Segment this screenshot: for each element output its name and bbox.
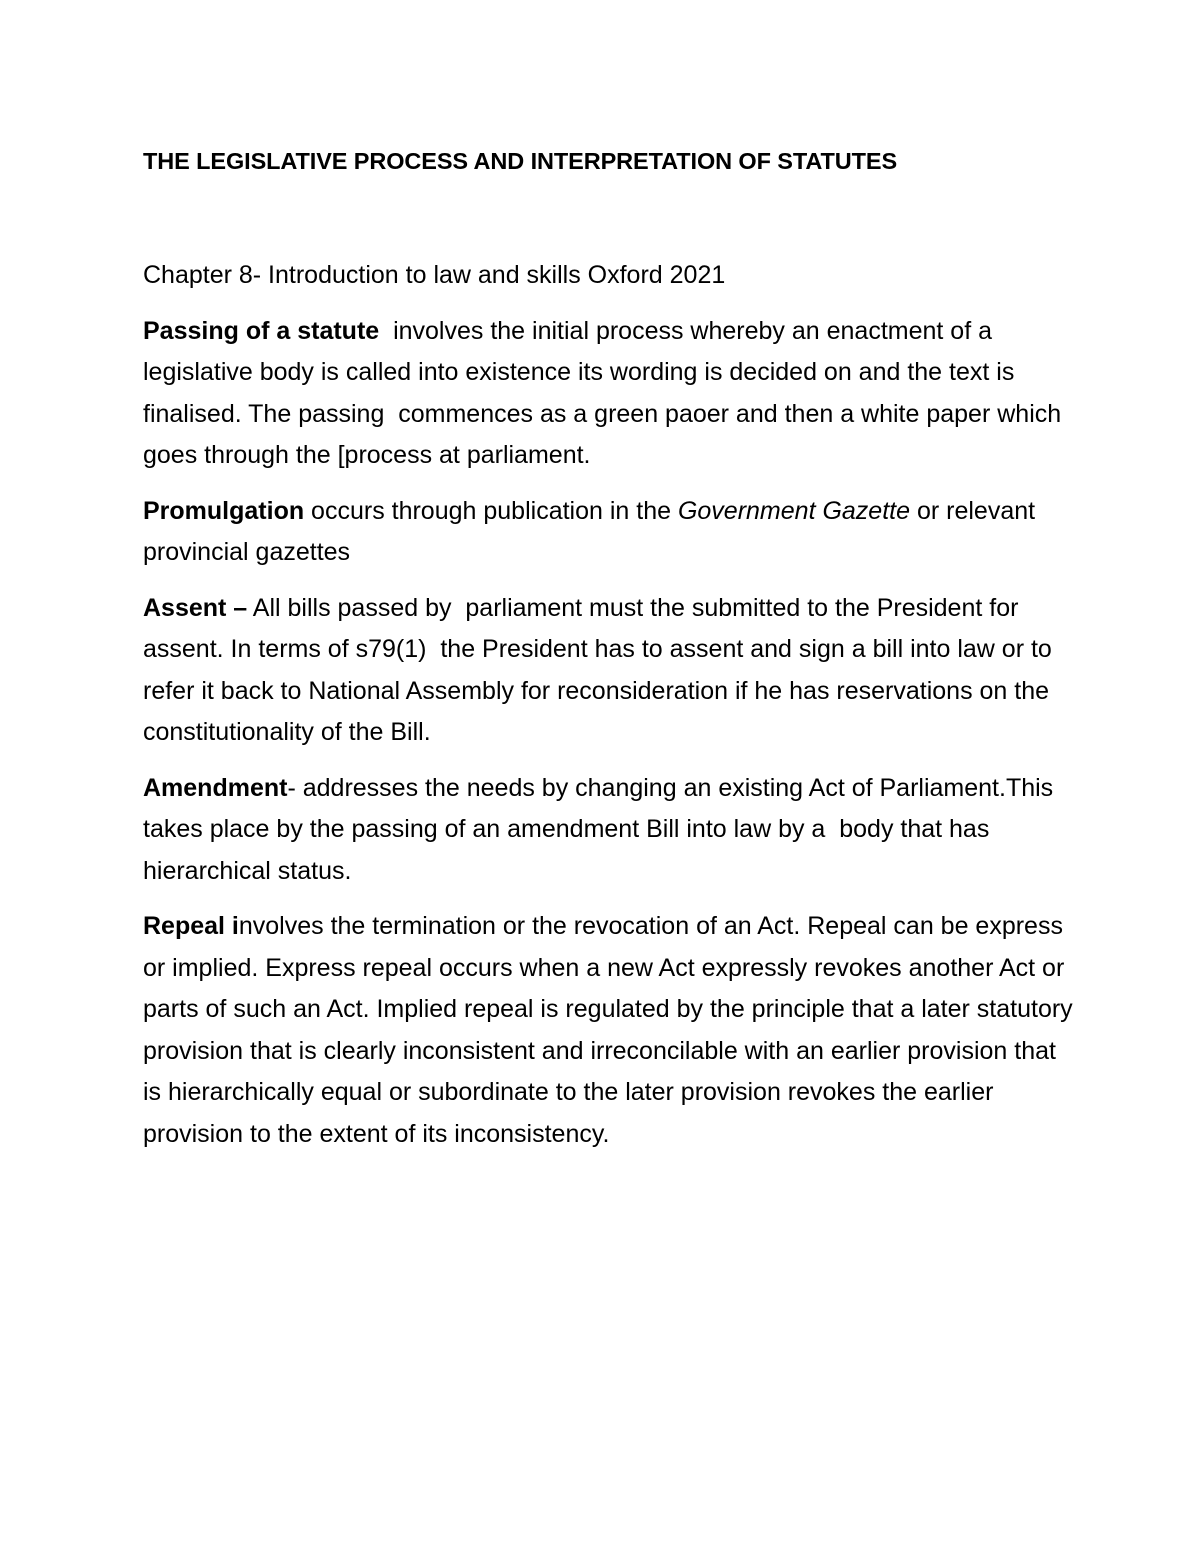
passing-term: Passing of a statute xyxy=(143,316,380,345)
assent-text: All bills passed by parliament must the submitted to the President for assent. In terms of s79(1) the President has to assent and sign a bill into law or to refer it back to National Assembly for reconsideration if he has reservations on the constitutionality of the Bill. xyxy=(143,593,1059,746)
repeal-term: Repeal i xyxy=(143,912,239,940)
assent-term: Assent – xyxy=(143,593,248,622)
repeal-text: nvolves the termination or the revocation of an Act. Repeal can be express or implied. Express repeal occurs when a new Act expressly revokes another Act or parts of such an Act. Implied repeal is regulated by the principle that a later statutory provision that is clearly inconsistent and irreconcilable with an earlier provision that is hierarchically equal or subordinate to the later provision revokes the earlier provision to the extent of its inconsistency. xyxy=(143,912,1080,1148)
document-body xyxy=(143,140,1080,1155)
document-title: THE LEGISLATIVE PROCESS AND INTERPRETATION OF STATUTES xyxy=(143,148,898,174)
promulgation-paragraph xyxy=(143,491,1073,574)
chapter-reference: Chapter 8- Introduction to law and skills Oxford 2021 xyxy=(143,261,726,289)
assent-paragraph xyxy=(143,588,1073,754)
promulgation-term: Promulgation xyxy=(143,496,305,525)
passing-paragraph xyxy=(143,311,1073,477)
repeal-paragraph xyxy=(143,906,1080,1155)
amendment-text: - addresses the needs by changing an existing Act of Parliament.This takes place by the passing of an amendment Bill into law by a body that has hierarchical status. xyxy=(143,773,1061,885)
amendment-term: Amendment xyxy=(143,773,288,802)
promulgation-text-after: or relevant provincial gazettes xyxy=(143,496,1043,566)
promulgation-text-before: occurs through publication in the xyxy=(304,496,678,525)
passing-text: involves the initial process whereby an enactment of a legislative body is called into existence its wording is decided on and the text is finalised. The passing commences as a green paoer and then a white paper which goes through the [process at parliament. xyxy=(143,316,1069,469)
government-gazette-italic: Government Gazette xyxy=(677,496,911,525)
amendment-paragraph xyxy=(143,768,1073,893)
